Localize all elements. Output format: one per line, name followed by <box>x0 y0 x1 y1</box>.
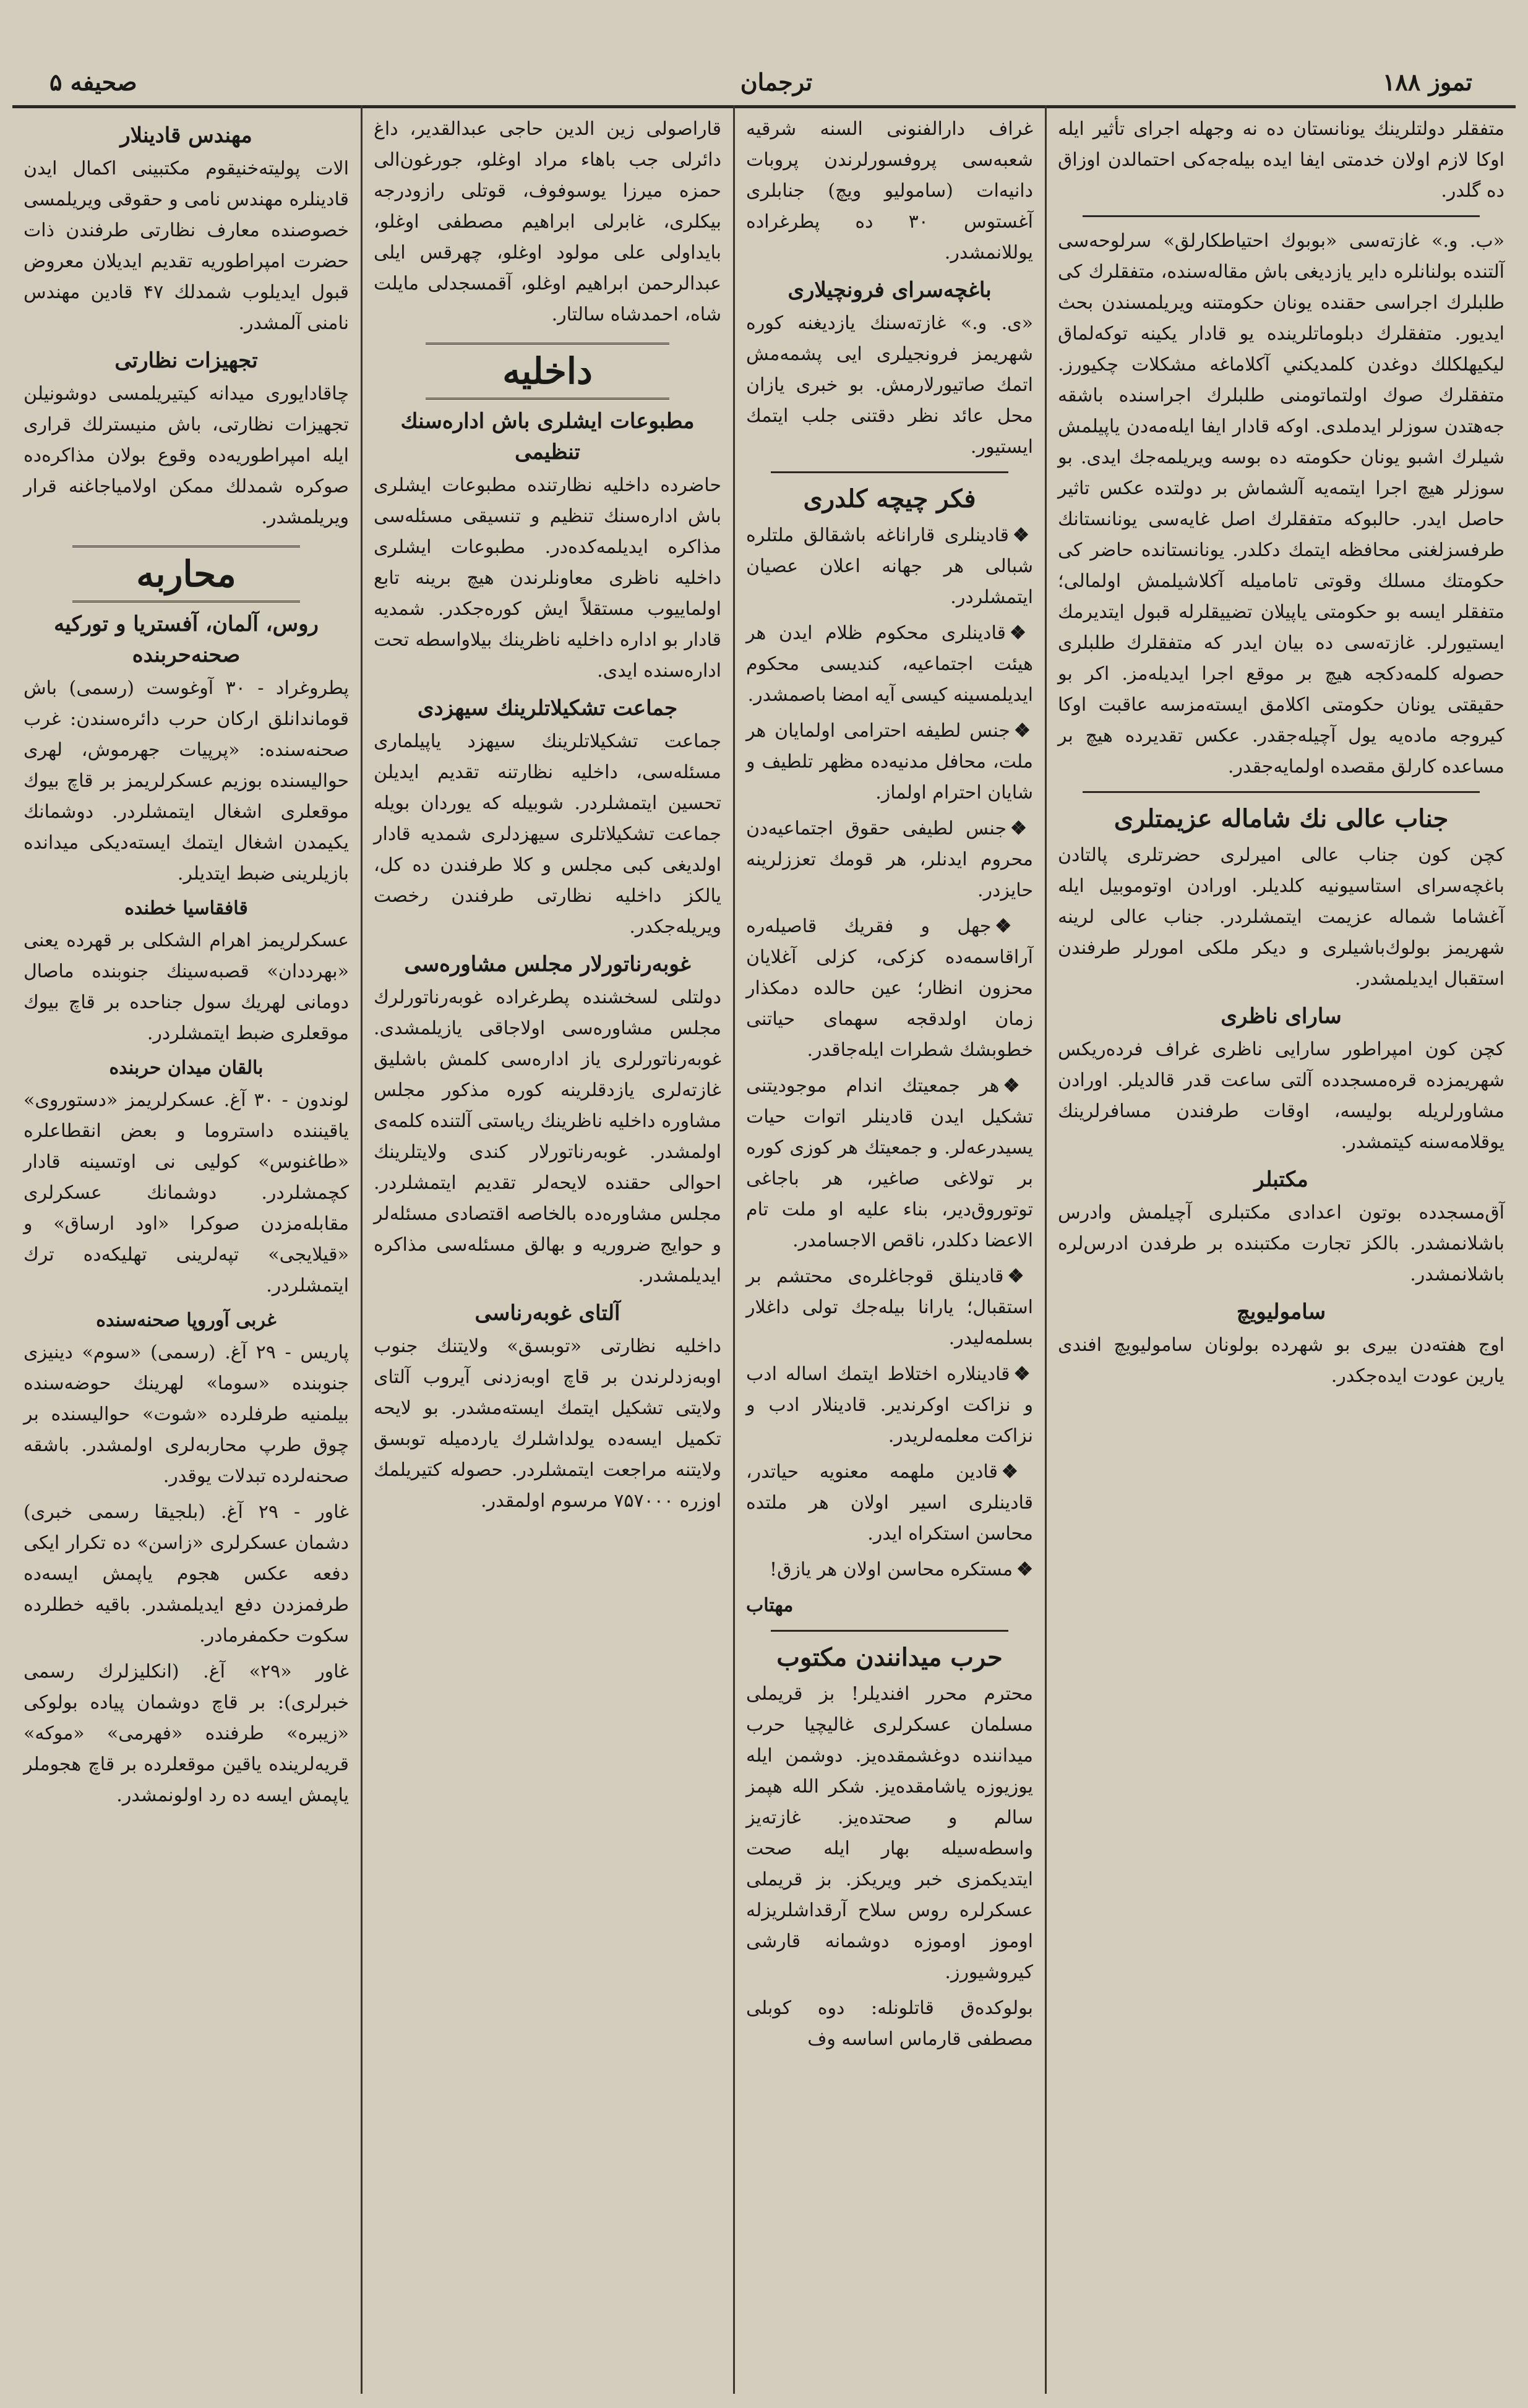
section-body: كچن كون جناب عالى اميرلرى حضرتلرى پالتادن باغچه‌سراى استاسيونيه كلديلر. اورادن اوتوموبيل ايله آغشاما شماله عزيمت ايتمشلردر. جناب عالى لرينه شهريمز بولوك‌باشيلرى و ديكر ملكى امورلر طرفندن استقبال ايديلمشدر. <box>1058 844 1504 990</box>
subheading: مكتبلر <box>1254 1167 1308 1192</box>
newspaper-name: ترجمان <box>740 68 813 96</box>
signature: مهتاب <box>746 1595 794 1616</box>
article-heading: تجهیزات نظارتی <box>114 348 258 373</box>
column-2 <box>735 105 1044 2394</box>
thought-item: ❖مستكره محاسن اولان هر يازق! <box>770 1559 1033 1580</box>
subheading: بالقان ميدان حربنده <box>109 1057 264 1079</box>
article-body: غاور - ۲۹ آغ. (بلجيقا رسمى خبرى) دشمان عسكرلرى «زاسن» ده تكرار ايكى دفعه عكس هجوم ياپمش ايسه‌ده طرفمزدن دفع ايديلمشدر. باقيه خطلرده سكوت حكمفرمادر. <box>24 1501 349 1647</box>
article-body: چاقادايورى ميدانه كيتيريلمسى دوشونيلن تجهيزات نظارتى، باش منيسترلك قرارى ايله امپراطوريه‌ده وقوع بولان مذاكره‌ده صوكره شمدلك ممكن اولامياجاغنه قرار ويريلمشدر. <box>24 383 349 528</box>
masthead <box>12 56 1516 108</box>
column-3 <box>363 105 732 2394</box>
article-body: عسكرلريمز اهرام الشكلى بر قهرده يعنى «بهرددان» قصبه‌سينك جنوبنده ماصال دومانى لهريك سول جناحده بر قاچ بيوك موقعلرى ضبط ايتمشلردر. <box>24 930 349 1044</box>
page-number: صحیفه ۵ <box>49 68 137 96</box>
subheading: قافقاسيا خطنده <box>124 898 248 919</box>
article-body: غاور «۲۹» آغ. (انكليزلرك رسمى خبرلرى): بر قاچ دوشمان پياده بولوكى «زيبره» طرفنده «فهرمى» «موكه» قريه‌لرينده ياقين موقعلرده بر قاچ هجوملر ياپمش ايسه ده رد اولونمشدر. <box>24 1661 349 1806</box>
thought-item: ❖قادينلق قوجاغلره‌ى محتشم بر استقبال؛ يارانا بيله‌جك تولى داغلار بسلمه‌ليدر. <box>746 1266 1033 1349</box>
article-continuation: متفقلر دولتلرينك يونانستان ده نه وجهله اجراى تأثير ايله اوكا لازم اولان خدمتى ايفا ايده بيله‌جه‌كى احتمالدن اوزاق ده گلدر. <box>1058 118 1504 202</box>
article-body: الات پولیته‌خنیقوم مکتبینی اکمال ایدن قادينلره مهندس نامى و حقوقى ويريلمسى خصوصنده معارف نظارتى طرفندن ذات حضرت امپراطوريه تقديم ايديلان معروض قبول ايديلوب شمدلك ۴۷ قادين مهندس نامنى آلمشدر. <box>24 158 349 334</box>
article-continuation: قاراصولی زين الدين حاجی عبدالقدير، داغ دائرلى جب باهاء مراد اوغلو، جورغون‌الى حمزه ميرزا يوسوفوف، قوتلى رازودرجه بيكلرى، غابرلى ابراهيم مصطفى اوغلو، بايداولى علی مولود اوغلو، چهرقس ايلى عبدالرحمن ابراهيم اوغلو، آقمسجدلى مايلت شاه، احمدشاه سالتار. <box>374 118 721 325</box>
article-body: پطروغراد - ۳۰ آوغوست (رسمى) باش قوماندانلق اركان حرب دائره‌سندن: غرب صحنه‌سنده: «پرپيات جهرموش، لهرى حواليسنده بوزيم عسكرلريمز بر قاچ بيوك موقعلرى اشغال ايتمشلردر. دوشمانك يكيمدن اشغال ايتمك ايسته‌ديكى ميدانده بازيلرينى ضبط ايتديلر. <box>24 677 349 885</box>
column-1 <box>1047 105 1516 2394</box>
section-banner: داخليه <box>426 343 669 400</box>
article-heading: حرب ميدانندن مكتوب <box>776 1643 1003 1672</box>
thought-item: ❖قادينلرى محكوم ظلام ايدن هر هيئت اجتماعيه، كنديسى محكوم ايديلمسينه كيسى آيه امضا باصمشدر. <box>746 622 1033 706</box>
thought-item: ❖جنس لطيفه احترامى اولمايان هر ملت، محافل مدنيه‌ده مظهر تلطيف و شايان احترام اولماز. <box>746 720 1033 803</box>
section-heading: جناب عالى نك شاماله عزيمتلرى <box>1114 804 1449 833</box>
article-heading: روس، آلمان، آفستريا و توركيه صحنه‌حربنده <box>54 612 319 667</box>
subsection-body: اوج هفته‌دن بيرى بو شهرده بولونان ساموليويچ افندى يارين عودت ايده‌جكدر. <box>1058 1334 1504 1387</box>
article-heading: باغچه‌سرای فرونچیلاری <box>788 278 992 302</box>
article-heading: آلتاى غوبه‌رناسى <box>474 1301 620 1326</box>
letter-body: محترم محرر افنديلر! بز قريملى مسلمان عسكرلرى غاليچيا حرب ميداننده دوغشمقده‌يز. دوشمن ايله يوزيوزه ياشامقده‌يز. شكر الله هپمز سالم و صحتده‌يز. غازته‌يز واسطه‌سيله بهار ايله صحت ايتديكمزى خبر ويريكز. بز قريملى عسكرلره روس سلاح آرقداشلريزله اوموز اوموزه دوشمانه قارشى كيروشيورز. <box>746 1683 1033 1983</box>
separator <box>771 471 1008 473</box>
subheading: غربى آوروپا صحنه‌سنده <box>96 1309 277 1331</box>
thought-item: ❖جهل و فقريك قاصيله‌ره آراقاسمه‌ده كزكى، كزلى آغلايان محزون انظار؛ عين حالده دمكذار زمان اولدقجه سهماى حياتنى خطوبشك شطرات ايله‌جاقدر. <box>746 915 1033 1061</box>
thought-item: ❖جنس لطيفى حقوق اجتماعيه‌دن محروم ايدنلر، هر قومك تعززلرينه حايزدر. <box>746 818 1033 901</box>
article-heading: مطبوعات ايشلرى باش اداره‌سنك تنظيمى <box>400 409 695 465</box>
article-continuation: غراف دارالفنونی السنه شرقیه شعبه‌سی پروفسورلرندن پروبات دانیه‌ات (ساموليو ويچ) جنابلری آغستوس ۳۰ ده پطرغراده يوللانمشدر. <box>746 118 1033 264</box>
section-banner: محاربه <box>72 546 300 602</box>
article-body: «ب. و.» غازته‌سى «بوبوك احتياطكارلق» سرلوحه‌سى آلتنده بولنانلره داير يازديغى باش مقاله‌سنده، متفقلرك كى طلبلرك اجراسى حقنده يونان حكومتنه ويريلمسندن بحث ايديور. متفقلرك دبلوماتلرينده يو قادار يكينه توكه‌لماق ليكيهلكلك دوغدن كلمديكني آكلاماغه مشكلات چكيورز. متفقلرك صوك اولتماتومنى طلبلرك اجراسنده باشقه جه‌هتدن سوزلر ايدملدى. اوكه قادار ايفا ايله‌مه‌دن ياپيلمش شيلرك اشبو يونان حكومته ده بوسه ويريلمه‌جك ايدى. بو سوزلر هيچ اجرا ايتمه‌يه آلشماش بر دولتده عكس تاثير حاصل ايدر. حالبوكه متفقلرك اصل غايه‌سى يونانستانك طرفسزلغنى محافظه ايتمك دكلدر. يونانستانده حاضر كى حكومتك مسلك وقوتى تاماميله آكلاشيلمش اولمالى؛ متفقلر ايسه بو حكومتى ياپيلان تضييقلرله قبول ايتديرمك ايستيورلر. غازته‌سى ده بيان ايدر كه متفقلرك طلبلرى حصوله كلمه‌دكجه هيچ بر موقع اجرا ايديله‌مز. اكر بو حقيقتى يونان حكومتى اكلامق ايسته‌مزسه عاقبت اوكا كيروجه ماده‌يه يول آچيله‌جقدر. عكس تقديرده هيچ بر مساعده كارلق مقصده اولمايه‌جقدر. <box>1058 230 1504 778</box>
thought-item: ❖هر جمعيتك اندام موجوديتنى تشكيل ايدن قادينلر اتوات حيات يسيدرعه‌لر. و جمعيتك هر كوزى كوره بر تولاغى صاغير، هر باجاغى توتوروق‌دير، بناء عليه او ملت تام الاعضا دكلدر، ناقص الاجسامدر. <box>746 1075 1033 1251</box>
letter-signature: بولوكده‌ق قاتلونله: دوه‌ كوبلى مصطفى قارماس اساسه وف <box>746 1997 1033 2050</box>
separator <box>1083 215 1480 217</box>
separator <box>771 1630 1008 1632</box>
thought-item: ❖قادين ملهمه معنويه حياتدر، قادينلرى اسير اولان هر ملتده محاسن استكراه ايدر. <box>746 1461 1033 1545</box>
article-body: لوندون - ۳۰ آغ. عسكرلريمز «دستوروى» ياقيننده داستروما و بعض انقطاعلره «طاغنوس» كوليى نى اوتسينه قادار كچمشلردر. دوشمانك عسكرلرى مقابله‌مزدن صوكرا «اود ارساق» و «قيلايجى» تپه‌لرينى تهليكه‌ده ترك ايتمشلردر. <box>24 1089 349 1296</box>
article-body: «ی. و.» غازته‌سنك يازديغنه كوره شهريمز فرونجيلرى ايى پشمه‌مش اتمك صاتيورلارمش. بو خبرى يازان محل عائد نظر دقتنى جلب ايتمك ايستيور. <box>746 312 1033 458</box>
article-body: حاضرده داخليه نظارتنده مطبوعات ايشلرى باش اداره‌سنك تنظيم و تنسيقى مسئله‌سى مذاكره ايديلمه‌كده‌در. مطبوعات ايشلرى داخليه ناظرى معاونلرندن هيچ برينه تابع اولماييوب مستقلاً ايش كوره‌جكدر. شمديه قادار بو اداره داخليه ناظرينك بيلاواسطه تحت اداره‌سنده ايدى. <box>374 474 721 682</box>
issue-date: تموز ۱۸۸ <box>1383 68 1472 96</box>
article-heading: فكر چيچه كلدرى <box>803 484 976 513</box>
article-body: داخليه نظارتى «توبسق» ولايتنك جنوب اوبه‌زدلرندن بر قاچ اوبه‌زدنى آيروب آلتاى ولايتى تشكيل ايتمك ايسته‌مشدر. بو لايحه تكميل ايسه‌ده يولداشلرك ياردميله توبسق ولايتنه مراجعت ايتمشلردر. حصوله كتيريلمك اوزره ۷۵۷۰۰۰ مرسوم اولمقدر. <box>374 1335 721 1512</box>
subsection-body: كچن كون امپراطور سارايى ناظرى غراف فرده‌ريكس شهريمزده قره‌مسجدده آلتى ساعت قدر قالديلر. اورادن مشاورلريله بوليسه، اوقات طرفندن مسافرلرينك يوقلامه‌سنه كيتمشدر. <box>1058 1039 1504 1153</box>
article-heading: جماعت تشكيلاتلرينك سيهزدى <box>417 696 678 721</box>
article-heading: مهندس قادینلار <box>120 123 252 148</box>
column-4 <box>12 105 360 2394</box>
subheading: سارای ناظرى <box>1221 1004 1342 1029</box>
article-body: جماعت تشكيلاتلرينك سيهزد ياپيلمارى مسئله‌سى، داخليه نظارتنه تقديم ايديلن تحسين ايتمشلردر. شوبيله كه يوردان بويله جماعت تشكيلاتلرى سيهزدلرى شمديه قادار اولديغى كبى مجلس و كلا طرفندن ده كل، يالكز داخليه نظارتى طرفندن رخصت ويريله‌جكدر. <box>374 731 721 938</box>
thought-item: ❖قادينلاره اختلاط ايتمك اساله ادب و نزاكت اوكرندير. قادينلار ادب و نزاكت معلمه‌لريدر. <box>746 1363 1033 1447</box>
subsection-body: آق‌مسجدده بوتون اعدادى مكتبلرى آچيلمش وادرس باشلانمشدر. بالكز تجارت مكتبنده بر طرفدن ادرس‌لره باشلانمشدر. <box>1058 1202 1504 1285</box>
separator <box>1083 791 1480 793</box>
subheading: ساموليويچ <box>1236 1300 1326 1324</box>
article-body: دولتلى لسخشنده پطرغراده غوبه‌رناتورلرك مجلس مشاوره‌سى اولاجاقى يازيلمشدى. غوبه‌رناتورلرى ياز اداره‌سى كلمش باشليق غازته‌لرى يازدقلرينه كوره مذكور مجلس مشاوره داخليه ناظرينك رياستى آلتنده كلمه‌ى اولمشدر. غوبه‌رناتورلار كندى ولايتلرينك احوالى حقنده لايحه‌لر تقديم ايتمشلردر. مجلس مشاوره‌ده بالخاصه اقتصادى مسئله‌لر و حوايج ضروريه و بهالق مسئله‌سى مذاكره ايديلمشدر. <box>374 987 721 1287</box>
article-body: پاريس - ۲۹ آغ. (رسمى) «سوم» دينيزى جنوبنده «سوما» لهرينك حوضه‌سنده بيلمنيه طرفلرده «شوت» حواليسنده بر چوق طرپ محاربه‌لرى اولمشدر. باشقه صحنه‌لرده تبدلات يوقدر. <box>24 1342 349 1487</box>
article-heading: غوبه‌رناتورلار مجلس مشاوره‌سى <box>404 952 691 977</box>
thought-item: ❖قادينلرى قاراناغه باشقالق ملتلره شبالى هر جهانه اعلان عصيان ايتمشلردر. <box>746 525 1033 608</box>
